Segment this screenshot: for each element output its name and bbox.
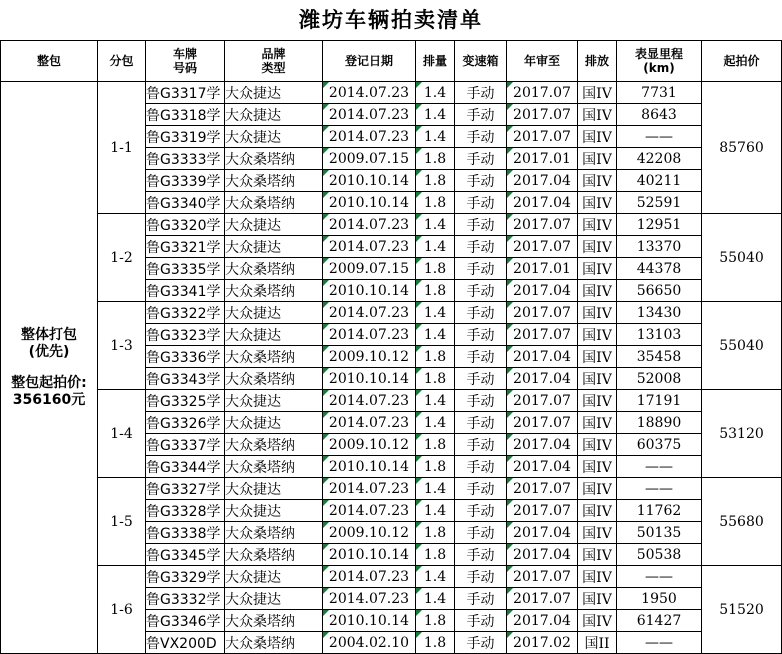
cell-km: 7731 [617, 82, 702, 104]
group-id-cell: 1-3 [98, 302, 146, 390]
cell-insp: 2017.07 [507, 412, 578, 434]
cell-insp: 2017.04 [507, 610, 578, 632]
cell-insp: 2017.07 [507, 82, 578, 104]
cell-date: 2010.10.14 [323, 456, 416, 478]
cell-trans: 手动 [455, 324, 507, 346]
cell-trans: 手动 [455, 390, 507, 412]
cell-disp: 1.8 [416, 456, 455, 478]
cell-model: 大众桑塔纳 [225, 280, 323, 302]
cell-insp: 2017.02 [507, 632, 578, 654]
cell-disp: 1.8 [416, 522, 455, 544]
cell-km: 13430 [617, 302, 702, 324]
cell-km: 11762 [617, 500, 702, 522]
cell-km: —— [617, 632, 702, 654]
cell-disp: 1.4 [416, 324, 455, 346]
cell-plate: 鲁G3328学 [146, 500, 225, 522]
cell-disp: 1.8 [416, 368, 455, 390]
cell-emis: 国IV [578, 500, 617, 522]
cell-model: 大众桑塔纳 [225, 258, 323, 280]
header-package: 整包 [1, 41, 98, 82]
cell-emis: 国IV [578, 214, 617, 236]
header-group: 分包 [98, 41, 146, 82]
table-row [1, 214, 782, 236]
cell-emis: 国IV [578, 544, 617, 566]
cell-model: 大众捷达 [225, 214, 323, 236]
table-body [1, 82, 782, 654]
cell-disp: 1.4 [416, 390, 455, 412]
cell-km: 50135 [617, 522, 702, 544]
cell-date: 2014.07.23 [323, 214, 416, 236]
header-reg-date: 登记日期 [323, 41, 416, 82]
cell-trans: 手动 [455, 500, 507, 522]
cell-plate: 鲁G3325学 [146, 390, 225, 412]
cell-trans: 手动 [455, 214, 507, 236]
header-mileage-line2: (km) [643, 61, 675, 75]
cell-plate: 鲁G3318学 [146, 104, 225, 126]
cell-emis: 国IV [578, 610, 617, 632]
cell-disp: 1.4 [416, 302, 455, 324]
cell-date: 2014.07.23 [323, 588, 416, 610]
cell-model: 大众捷达 [225, 236, 323, 258]
whole-package-line2: (优先) [28, 343, 70, 360]
cell-model: 大众桑塔纳 [225, 434, 323, 456]
cell-disp: 1.8 [416, 610, 455, 632]
table-row [1, 302, 782, 324]
cell-date: 2009.10.12 [323, 522, 416, 544]
cell-date: 2014.07.23 [323, 500, 416, 522]
cell-date: 2010.10.14 [323, 544, 416, 566]
cell-insp: 2017.07 [507, 390, 578, 412]
cell-model: 大众捷达 [225, 126, 323, 148]
cell-emis: 国IV [578, 566, 617, 588]
cell-disp: 1.8 [416, 192, 455, 214]
cell-km: 52591 [617, 192, 702, 214]
cell-km: —— [617, 566, 702, 588]
group-id-cell: 1-4 [98, 390, 146, 478]
cell-disp: 1.8 [416, 258, 455, 280]
cell-insp: 2017.04 [507, 368, 578, 390]
cell-emis: 国IV [578, 324, 617, 346]
cell-disp: 1.4 [416, 566, 455, 588]
cell-disp: 1.4 [416, 214, 455, 236]
cell-plate: 鲁G3346学 [146, 610, 225, 632]
cell-insp: 2017.04 [507, 346, 578, 368]
cell-emis: 国IV [578, 170, 617, 192]
cell-model: 大众捷达 [225, 566, 323, 588]
group-price-cell: 55680 [702, 478, 782, 566]
cell-insp: 2017.04 [507, 170, 578, 192]
cell-insp: 2017.07 [507, 236, 578, 258]
cell-date: 2014.07.23 [323, 302, 416, 324]
cell-emis: 国IV [578, 302, 617, 324]
cell-model: 大众捷达 [225, 588, 323, 610]
cell-km: 56650 [617, 280, 702, 302]
cell-plate: 鲁G3337学 [146, 434, 225, 456]
cell-disp: 1.8 [416, 544, 455, 566]
cell-date: 2014.07.23 [323, 324, 416, 346]
cell-disp: 1.8 [416, 280, 455, 302]
group-price-cell: 55040 [702, 302, 782, 390]
cell-disp: 1.4 [416, 412, 455, 434]
cell-insp: 2017.07 [507, 104, 578, 126]
cell-emis: 国IV [578, 368, 617, 390]
cell-insp: 2017.01 [507, 148, 578, 170]
cell-model: 大众捷达 [225, 324, 323, 346]
cell-km: 50538 [617, 544, 702, 566]
cell-model: 大众捷达 [225, 302, 323, 324]
cell-km: 13370 [617, 236, 702, 258]
cell-date: 2014.07.23 [323, 566, 416, 588]
cell-emis: 国IV [578, 522, 617, 544]
cell-date: 2014.07.23 [323, 104, 416, 126]
cell-emis: 国IV [578, 258, 617, 280]
cell-insp: 2017.07 [507, 214, 578, 236]
cell-km: 1950 [617, 588, 702, 610]
group-id-cell: 1-5 [98, 478, 146, 566]
cell-model: 大众桑塔纳 [225, 346, 323, 368]
cell-plate: 鲁G3339学 [146, 170, 225, 192]
group-price-cell: 51520 [702, 566, 782, 654]
cell-date: 2014.07.23 [323, 236, 416, 258]
header-model-line1: 品牌 [261, 47, 286, 61]
cell-plate: 鲁G3327学 [146, 478, 225, 500]
cell-date: 2010.10.14 [323, 170, 416, 192]
header-mileage-line1: 表显里程 [634, 47, 683, 61]
header-emission: 排放 [578, 41, 617, 82]
cell-km: 18890 [617, 412, 702, 434]
cell-insp: 2017.07 [507, 126, 578, 148]
cell-date: 2010.10.14 [323, 610, 416, 632]
cell-trans: 手动 [455, 412, 507, 434]
cell-km: 35458 [617, 346, 702, 368]
cell-emis: 国IV [578, 346, 617, 368]
header-model [225, 41, 323, 82]
cell-date: 2014.07.23 [323, 126, 416, 148]
header-displacement: 排量 [416, 41, 455, 82]
cell-trans: 手动 [455, 280, 507, 302]
cell-trans: 手动 [455, 82, 507, 104]
cell-disp: 1.8 [416, 170, 455, 192]
cell-emis: 国IV [578, 126, 617, 148]
cell-date: 2009.10.12 [323, 346, 416, 368]
cell-disp: 1.4 [416, 82, 455, 104]
cell-plate: 鲁G3326学 [146, 412, 225, 434]
cell-emis: 国IV [578, 434, 617, 456]
cell-disp: 1.4 [416, 500, 455, 522]
header-plate [146, 41, 225, 82]
whole-package-line1: 整体打包 [21, 326, 77, 343]
cell-disp: 1.8 [416, 434, 455, 456]
cell-plate: 鲁G3338学 [146, 522, 225, 544]
cell-model: 大众捷达 [225, 412, 323, 434]
cell-insp: 2017.07 [507, 566, 578, 588]
cell-model: 大众捷达 [225, 104, 323, 126]
cell-trans: 手动 [455, 258, 507, 280]
cell-date: 2010.10.14 [323, 280, 416, 302]
cell-date: 2014.07.23 [323, 82, 416, 104]
cell-emis: 国IV [578, 192, 617, 214]
cell-km: 60375 [617, 434, 702, 456]
cell-km: 8643 [617, 104, 702, 126]
cell-model: 大众桑塔纳 [225, 456, 323, 478]
cell-date: 2014.07.23 [323, 412, 416, 434]
cell-trans: 手动 [455, 610, 507, 632]
cell-plate: 鲁G3323学 [146, 324, 225, 346]
sheet-title: 潍坊车辆拍卖清单 [299, 8, 483, 32]
cell-date: 2014.07.23 [323, 478, 416, 500]
cell-insp: 2017.04 [507, 456, 578, 478]
header-plate-line1: 车牌 [172, 47, 197, 61]
cell-insp: 2017.04 [507, 192, 578, 214]
cell-km: 40211 [617, 170, 702, 192]
group-id-cell: 1-1 [98, 82, 146, 214]
cell-km: —— [617, 456, 702, 478]
header-row [1, 41, 782, 82]
header-model-line2: 类型 [261, 61, 286, 75]
cell-trans: 手动 [455, 522, 507, 544]
cell-trans: 手动 [455, 566, 507, 588]
cell-model: 大众捷达 [225, 82, 323, 104]
table-row [1, 478, 782, 500]
cell-insp: 2017.07 [507, 302, 578, 324]
cell-disp: 1.4 [416, 126, 455, 148]
cell-km: 17191 [617, 390, 702, 412]
cell-insp: 2017.07 [507, 588, 578, 610]
cell-emis: 国IV [578, 390, 617, 412]
cell-disp: 1.4 [416, 104, 455, 126]
cell-emis: 国IV [578, 588, 617, 610]
auction-table [0, 40, 782, 654]
cell-km: 52008 [617, 368, 702, 390]
cell-km: 44378 [617, 258, 702, 280]
cell-trans: 手动 [455, 302, 507, 324]
cell-trans: 手动 [455, 456, 507, 478]
cell-model: 大众捷达 [225, 500, 323, 522]
header-mileage [617, 41, 702, 82]
cell-insp: 2017.04 [507, 434, 578, 456]
cell-trans: 手动 [455, 588, 507, 610]
cell-trans: 手动 [455, 170, 507, 192]
cell-insp: 2017.07 [507, 500, 578, 522]
header-inspection: 年审至 [507, 41, 578, 82]
cell-emis: 国IV [578, 82, 617, 104]
cell-insp: 2017.04 [507, 280, 578, 302]
cell-plate: 鲁G3332学 [146, 588, 225, 610]
cell-trans: 手动 [455, 126, 507, 148]
cell-model: 大众桑塔纳 [225, 368, 323, 390]
cell-insp: 2017.04 [507, 522, 578, 544]
cell-plate: 鲁VX200D [146, 632, 225, 654]
cell-emis: 国IV [578, 412, 617, 434]
cell-model: 大众桑塔纳 [225, 544, 323, 566]
cell-emis: 国II [578, 632, 617, 654]
cell-km: 13103 [617, 324, 702, 346]
cell-plate: 鲁G3336学 [146, 346, 225, 368]
cell-model: 大众桑塔纳 [225, 148, 323, 170]
cell-plate: 鲁G3320学 [146, 214, 225, 236]
table-row [1, 82, 782, 104]
cell-trans: 手动 [455, 148, 507, 170]
cell-plate: 鲁G3335学 [146, 258, 225, 280]
cell-insp: 2017.01 [507, 258, 578, 280]
cell-insp: 2017.07 [507, 478, 578, 500]
header-start-price: 起拍价 [702, 41, 782, 82]
cell-model: 大众桑塔纳 [225, 522, 323, 544]
whole-package-cell [1, 82, 98, 654]
cell-model: 大众捷达 [225, 390, 323, 412]
cell-plate: 鲁G3319学 [146, 126, 225, 148]
cell-date: 2009.07.15 [323, 148, 416, 170]
cell-plate: 鲁G3322学 [146, 302, 225, 324]
cell-trans: 手动 [455, 632, 507, 654]
cell-km: 12951 [617, 214, 702, 236]
cell-trans: 手动 [455, 478, 507, 500]
cell-plate: 鲁G3329学 [146, 566, 225, 588]
cell-model: 大众桑塔纳 [225, 192, 323, 214]
cell-plate: 鲁G3333学 [146, 148, 225, 170]
group-id-cell: 1-2 [98, 214, 146, 302]
cell-emis: 国IV [578, 236, 617, 258]
cell-disp: 1.4 [416, 236, 455, 258]
cell-date: 2014.07.23 [323, 390, 416, 412]
cell-km: —— [617, 126, 702, 148]
cell-disp: 1.4 [416, 588, 455, 610]
header-transmission: 变速箱 [455, 41, 507, 82]
cell-date: 2009.07.15 [323, 258, 416, 280]
group-id-cell: 1-6 [98, 566, 146, 654]
table-row [1, 566, 782, 588]
cell-emis: 国IV [578, 478, 617, 500]
cell-plate: 鲁G3321学 [146, 236, 225, 258]
cell-trans: 手动 [455, 192, 507, 214]
group-price-cell: 53120 [702, 390, 782, 478]
cell-date: 2010.10.14 [323, 192, 416, 214]
cell-trans: 手动 [455, 434, 507, 456]
cell-model: 大众桑塔纳 [225, 170, 323, 192]
cell-trans: 手动 [455, 346, 507, 368]
cell-disp: 1.8 [416, 632, 455, 654]
cell-emis: 国IV [578, 456, 617, 478]
cell-km: 61427 [617, 610, 702, 632]
cell-plate: 鲁G3344学 [146, 456, 225, 478]
cell-disp: 1.8 [416, 148, 455, 170]
cell-insp: 2017.07 [507, 324, 578, 346]
cell-plate: 鲁G3317学 [146, 82, 225, 104]
whole-package-line3: 整包起拍价: [11, 374, 87, 391]
cell-emis: 国IV [578, 148, 617, 170]
cell-date: 2010.10.14 [323, 368, 416, 390]
header-plate-line2: 号码 [172, 61, 197, 75]
cell-insp: 2017.04 [507, 544, 578, 566]
whole-package-line4: 356160元 [12, 391, 86, 408]
cell-plate: 鲁G3341学 [146, 280, 225, 302]
group-price-cell: 55040 [702, 214, 782, 302]
cell-model: 大众桑塔纳 [225, 610, 323, 632]
cell-trans: 手动 [455, 544, 507, 566]
cell-model: 大众桑塔纳 [225, 632, 323, 654]
cell-trans: 手动 [455, 368, 507, 390]
cell-plate: 鲁G3343学 [146, 368, 225, 390]
cell-plate: 鲁G3340学 [146, 192, 225, 214]
cell-date: 2004.02.10 [323, 632, 416, 654]
cell-plate: 鲁G3345学 [146, 544, 225, 566]
cell-emis: 国IV [578, 280, 617, 302]
cell-emis: 国IV [578, 104, 617, 126]
cell-trans: 手动 [455, 236, 507, 258]
cell-km: —— [617, 478, 702, 500]
cell-model: 大众捷达 [225, 478, 323, 500]
cell-disp: 1.8 [416, 346, 455, 368]
cell-date: 2009.10.12 [323, 434, 416, 456]
table-row [1, 390, 782, 412]
cell-disp: 1.4 [416, 478, 455, 500]
cell-km: 42208 [617, 148, 702, 170]
cell-trans: 手动 [455, 104, 507, 126]
group-price-cell: 85760 [702, 82, 782, 214]
